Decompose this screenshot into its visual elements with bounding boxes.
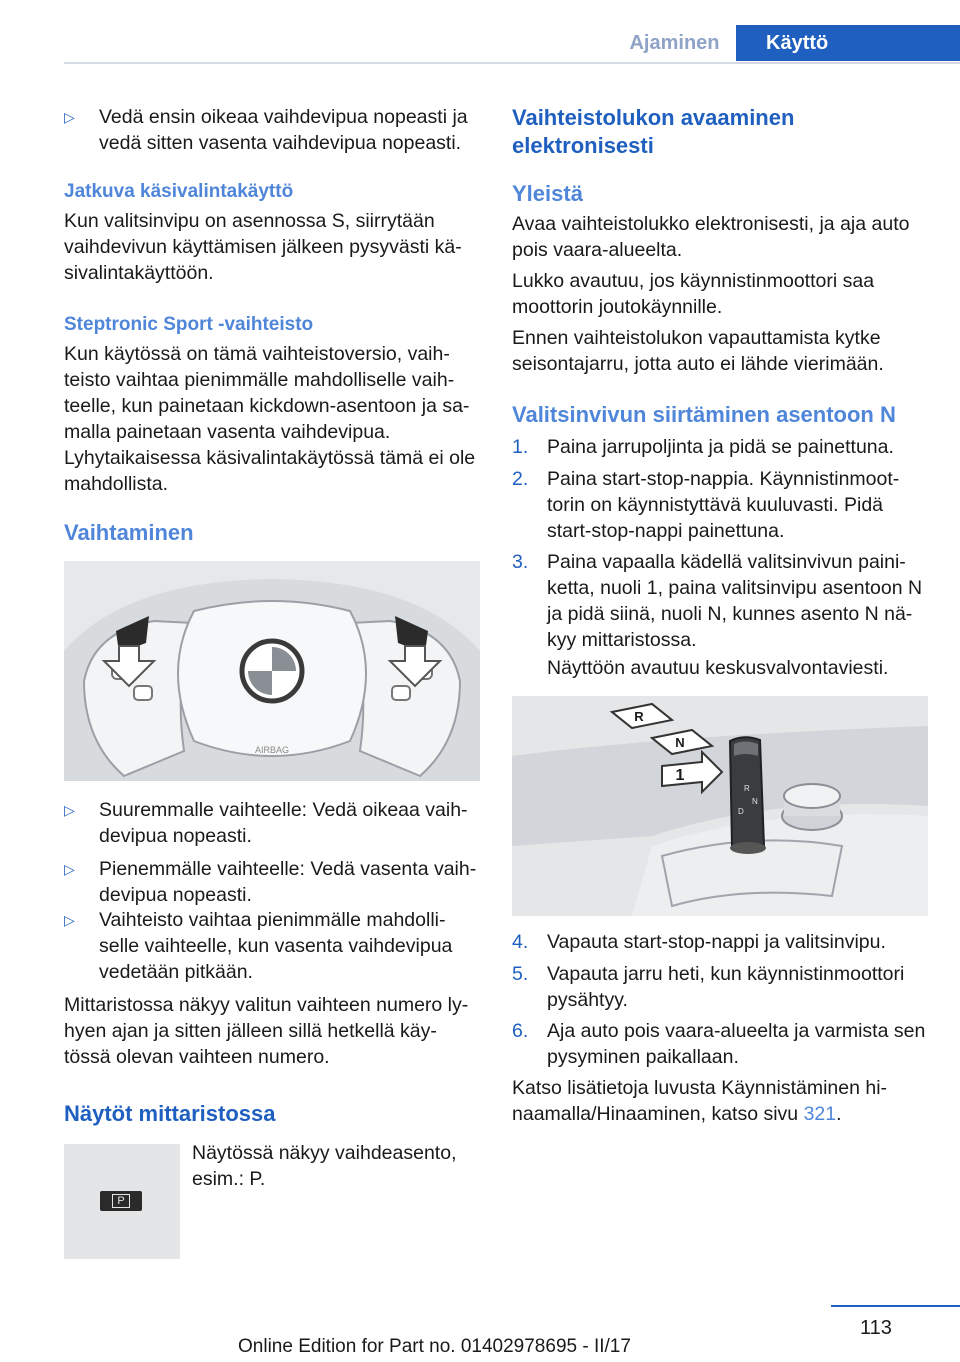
page-reference-link[interactable]: 321 — [803, 1103, 837, 1125]
heading-steptronic: Steptronic Sport -vaihteisto — [64, 314, 314, 335]
heading-move-to-n: Valitsinvivun siirtäminen asentoon N — [512, 402, 896, 427]
intro-bullet: ▷ Vedä ensin oikeaa vaihdevipua nopeasti ja vedä sitten vasenta vaihdevipua nopeasti. — [64, 106, 468, 154]
step-3-note: Näyttöön avautuu keskusvalvontaviesti. — [547, 657, 889, 679]
gear-selector-illustration — [512, 696, 928, 916]
step-4: 4. Vapauta start-stop-nappi ja valitsinvipu. — [512, 931, 886, 953]
tab-kaytto[interactable]: Käyttö — [736, 25, 960, 61]
heading-shifting: Vaihtaminen — [64, 520, 194, 545]
triangle-bullet-icon: ▷ — [64, 109, 75, 125]
gear-p-icon: P — [100, 1191, 142, 1211]
heading-cluster-displays: Näytöt mittaristossa — [64, 1101, 276, 1126]
paragraph-continuous-manual: Kun valitsinvipu on asennossa S, siirrytään vaihdevivun käyttämisen jälkeen pysyvästi kä-sivalintakäyttöön. — [64, 210, 462, 284]
paragraph-displays: Näytössä näkyy vaihdeasento, esim.: P. — [192, 1142, 457, 1190]
arrow-label-r: R — [634, 709, 644, 724]
step-6: 6. Aja auto pois vaara-alueelta ja varmista sen pysyminen paikallaan. — [512, 1020, 926, 1068]
step-5: 5. Vapauta jarru heti, kun käynnistinmoottori pysähtyy. — [512, 963, 905, 1011]
airbag-label: AIRBAG — [254, 745, 290, 755]
arrow-label-n: N — [675, 735, 685, 750]
tab-ajaminen[interactable]: Ajaminen — [629, 31, 720, 54]
page-number: 113 — [860, 1317, 892, 1339]
heading-continuous-manual: Jatkuva käsivalintakäyttö — [64, 181, 294, 202]
gear-display-figure — [64, 1144, 180, 1259]
triangle-bullet-icon: ▷ — [64, 861, 75, 877]
header-rule — [64, 62, 960, 64]
bullet-higher-gear: ▷ Suuremmalle vaihteelle: Vedä oikeaa vaih-devipua nopeasti. — [64, 799, 468, 847]
footer-edition: Online Edition for Part no. 01402978695 - II/17 — [238, 1336, 631, 1357]
paragraph-general-3: Ennen vaihteistolukon vapauttamista kytke seisontajarru, jotta auto ei lähde vierimään. — [512, 327, 884, 375]
paragraph-cluster-info: Mittaristossa näkyy valitun vaihteen numero ly-hyen ajan ja sitten jälleen sillä hetkellä käy-tössä olevan vaihteen numero. — [64, 994, 469, 1068]
heading-unlock-transmission: Vaihteistolukon avaaminen elektronisesti — [512, 105, 795, 158]
paragraph-general-2: Lukko avautuu, jos käynnistinmoottori saa moottorin joutokäynnille. — [512, 270, 875, 318]
paragraph-steptronic: Kun käytössä on tämä vaihteistoversio, vaih-teisto vaihtaa pienimmälle mahdolliselle vaih-teelle, kun painetaan kickdown-asentoon ja sa-malla painetaan vasenta vaihdevipua. Lyhytaikaisessa käsivalintakäytössä tämä ei ole mahdollista. — [64, 343, 476, 495]
triangle-bullet-icon: ▷ — [64, 802, 75, 818]
triangle-bullet-icon: ▷ — [64, 912, 75, 928]
paragraph-general-1: Avaa vaihteistolukko elektronisesti, ja aja auto pois vaara-alueelta. — [512, 213, 910, 261]
footer-rule — [831, 1305, 960, 1307]
selector-letters: R — [744, 784, 750, 793]
steering-wheel-figure — [64, 561, 480, 781]
bullet-lower-gear: ▷ Pienemmälle vaihteelle: Vedä vasenta vaih-devipua nopeasti. — [64, 858, 477, 906]
svg-text:N: N — [752, 797, 758, 806]
steering-wheel-illustration — [64, 561, 480, 781]
heading-general: Yleistä — [512, 181, 583, 206]
step-2: 2. Paina start-stop-nappia. Käynnistinmoot-torin on käynnistyttävä kuuluvasti. Pidä start-stop-nappi painettuna. — [512, 468, 900, 542]
arrow-label-1: 1 — [675, 767, 685, 784]
bullet-lowest-gear: ▷ Vaihteisto vaihtaa pienimmälle mahdolli-selle vaihteelle, kun vasenta vaihdevipua vedetään pitkään. — [64, 909, 453, 983]
svg-text:D: D — [738, 807, 744, 816]
gear-selector-figure — [512, 696, 928, 916]
paragraph-see-more: Katso lisätietoja luvusta Käynnistäminen hi-naamalla/Hinaaminen, katso sivu 321. — [512, 1077, 888, 1125]
step-3: 3. Paina vapaalla kädellä valitsinvivun paini-ketta, nuoli 1, paina valitsinvipu asentoon N ja pidä siinä, nuoli N, kunnes asento N nä-kyy mittaristossa. — [512, 551, 923, 651]
step-1: 1. Paina jarrupoljinta ja pidä se painettuna. — [512, 436, 894, 458]
